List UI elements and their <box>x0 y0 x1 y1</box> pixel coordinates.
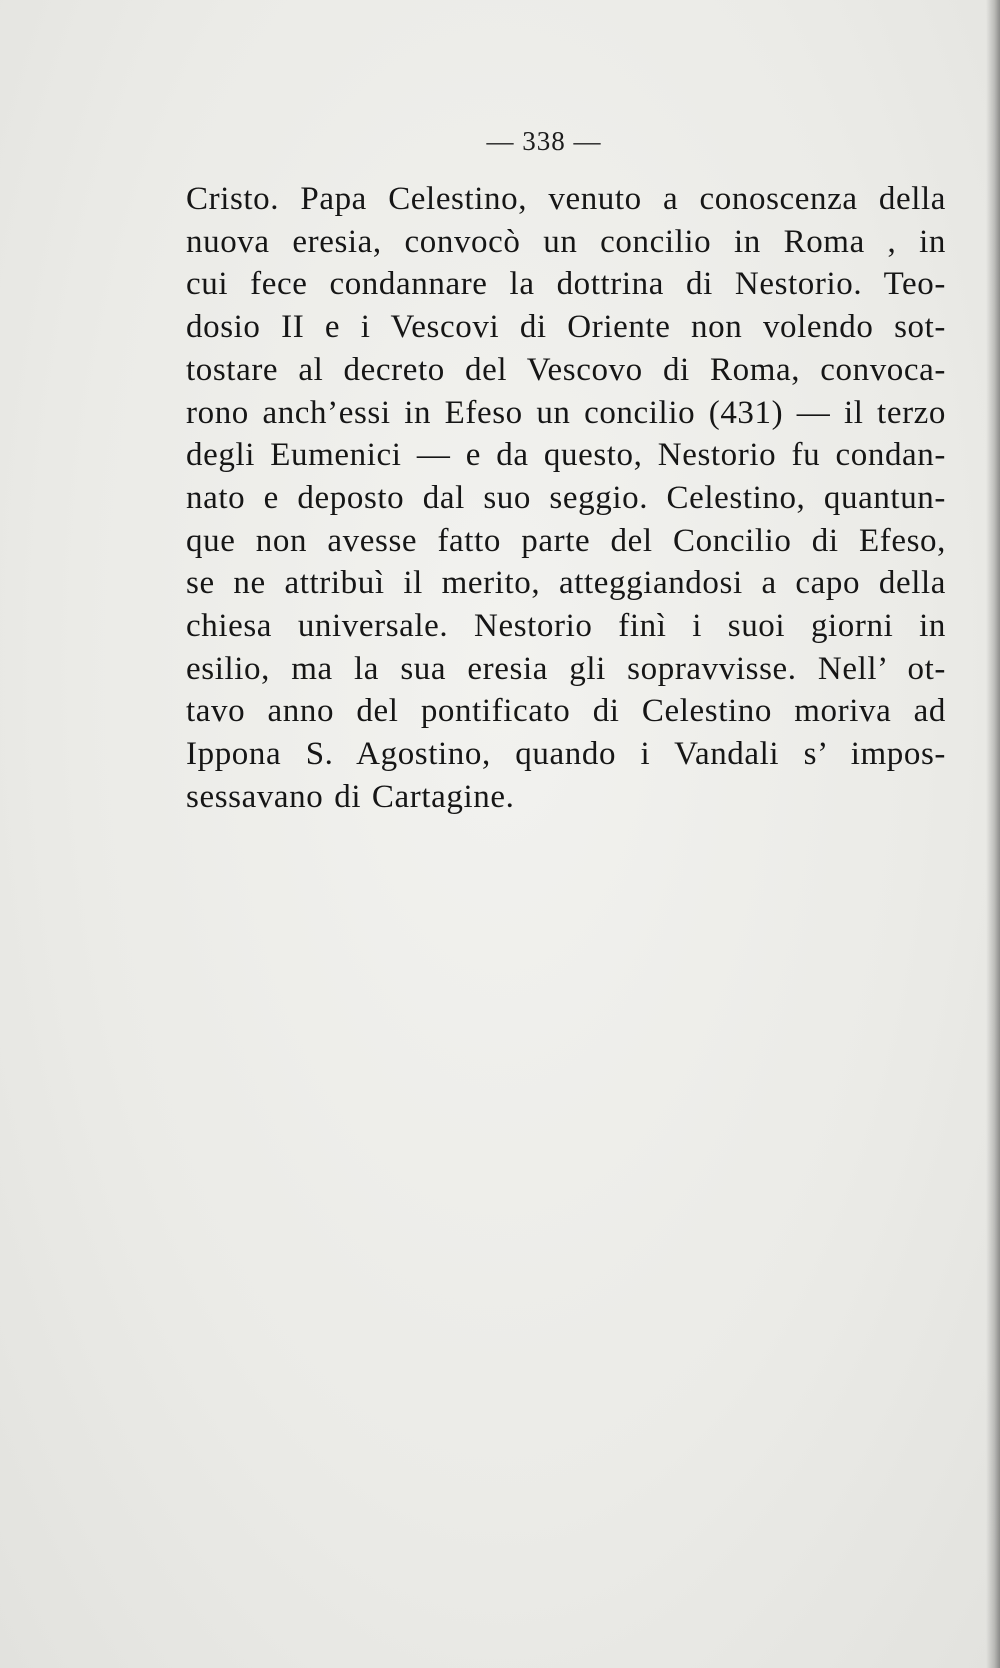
text-line: degli Eumenici — e da questo, Nestorio fu condan- <box>186 437 946 474</box>
text-line: cui fece condannare la dottrina di Nestorio. Teo- <box>186 266 946 303</box>
text-line: nato e deposto dal suo seggio. Celestino, quantun- <box>186 479 946 516</box>
text-line: dosio II e i Vescovi di Oriente non volendo sot- <box>186 309 946 346</box>
text-line: esilio, ma la sua eresia gli sopravvisse. Nell’ ot- <box>186 650 946 687</box>
text-line: tavo anno del pontificato di Celestino moriva ad <box>186 693 946 730</box>
text-line: Ippona S. Agostino, quando i Vandali s’ impos- <box>186 736 946 773</box>
page-edge-shadow <box>986 0 1000 1668</box>
body-text <box>186 178 946 819</box>
text-line: sessavano di Cartagine. <box>186 778 515 815</box>
text-line: tostare al decreto del Vescovo di Roma, convoca- <box>186 351 946 388</box>
text-line: que non avesse fatto parte del Concilio di Efeso, <box>186 522 946 559</box>
text-line: nuova eresia, convocò un concilio in Roma , in <box>186 223 946 260</box>
page-number: — 338 — <box>486 126 602 156</box>
text-line: se ne attribuì il merito, atteggiandosi a capo della <box>186 565 946 602</box>
text-line: Cristo. Papa Celestino, venuto a conoscenza della <box>186 181 946 217</box>
text-line: rono anch’essi in Efeso un concilio (431) — il terzo <box>186 394 946 431</box>
text-line: chiesa universale. Nestorio finì i suoi giorni in <box>186 608 946 645</box>
